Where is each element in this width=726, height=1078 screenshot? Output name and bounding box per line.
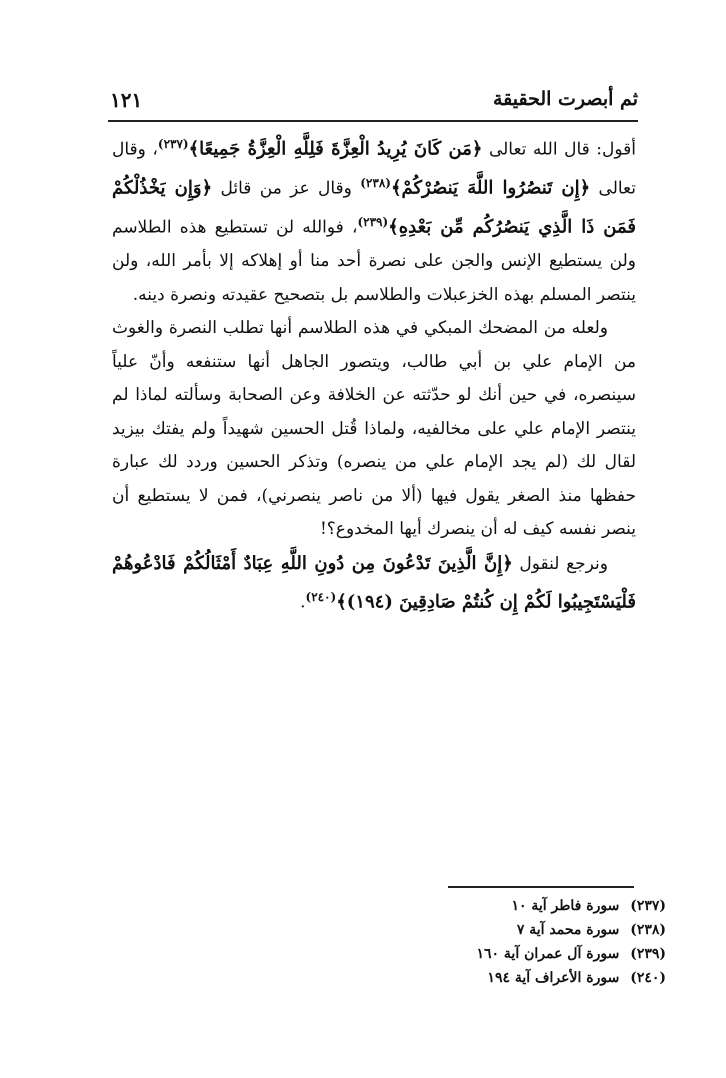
body-text	[112, 128, 636, 621]
paragraph-text: وقال عز من قائل	[212, 178, 361, 199]
footnote-text: سورة الأعراف آية ١٩٤	[487, 970, 620, 986]
quran-verse: ﴿إِن تَنصُرُوا اللَّهَ يَنصُرْكُمْ﴾	[390, 177, 591, 199]
footnote-item	[400, 894, 666, 918]
footnote-reference: (٢٣٧)	[157, 137, 189, 151]
paragraph-text: أقول: قال الله تعالى	[482, 139, 637, 160]
footnote-text: سورة محمد آية ٧	[516, 922, 620, 938]
footnote-item	[400, 942, 666, 966]
footnote-number: (٢٣٩)	[630, 946, 666, 962]
quran-verse: ﴿إِنَّ الَّذِينَ تَدْعُونَ مِن دُونِ اللَّهِ عِبَادٌ أَمْثَالُكُمْ فَادْعُوهُمْ فَلْيَسْتَجِيبُوا لَكُمْ إِن كُنتُمْ صَادِقِينَ (١٩٤)﴾	[112, 552, 636, 614]
paragraph-3	[112, 547, 636, 621]
paragraph-text: ، فوالله لن تستطيع هذه الطلاسم ولن يستطيع الإنس والجن على نصرة أحد منا أو إهلاكه إلا بأمر الله، ولن ينتصر المسلم بهذه الخزعبلات والطلاسم بل بتصحيح عقيدته ونصرة دينه.	[112, 217, 636, 305]
paragraph-2	[112, 312, 636, 547]
footnote-text: سورة آل عمران آية ١٦٠	[476, 946, 620, 962]
quran-verse: ﴿مَن كَانَ يُرِيدُ الْعِزَّةَ فَلِلَّهِ الْعِزَّةُ جَمِيعًا﴾	[188, 138, 483, 160]
footnote-divider	[448, 886, 634, 888]
footnote-number: (٢٤٠)	[630, 970, 666, 986]
footnote-item	[400, 966, 666, 990]
quran-verse: ﴿وَإِن يَخْذُلْكُمْ فَمَن ذَا الَّذِي يَنصُرُكُم مِّن بَعْدِهِ﴾	[112, 177, 636, 238]
footnote-number: (٢٣٧)	[630, 898, 666, 914]
paragraph-text: .	[300, 593, 306, 614]
running-header	[108, 86, 638, 122]
footnote-reference: (٢٤٠)	[305, 590, 337, 605]
chapter-title: ثم أبصرت الحقيقة	[492, 88, 638, 110]
paragraph-1	[112, 128, 636, 312]
paragraph-text: ولعله من المضحك المبكي في هذه الطلاسم أنها تطلب النصرة والغوث من الإمام علي بن أبي طالب، ويتصور الجاهل أنها ستنفعه وأنّ علياً سينصره، في حين أنك لو حدّثته عن الخلافة وعن الصحابة وسألته لماذا لم ينتصر الإمام علي على مخالفيه، ولماذا قُتل الحسين شهيداً ولم يفتك بيزيد لقال لك (لم يجد الإمام علي من ينصره) وتذكر الحسين وردد لك عبارة حفظها منذ الصغر يقول فيها (ألا من ناصر ينصرني)، فمن لا يستطيع أن ينصر نفسه كيف له أن ينصرك أيها المخدوع؟!	[112, 318, 636, 540]
footnote-reference: (٢٣٨)	[360, 176, 391, 191]
paragraph-text: ونرجع لنقول	[512, 553, 608, 574]
footnote-item	[400, 918, 666, 942]
page-number: ١٢١	[110, 88, 143, 112]
footnote-number: (٢٣٨)	[630, 922, 666, 938]
footnotes	[400, 894, 666, 990]
footnote-text: سورة فاطر آية ١٠	[511, 898, 620, 914]
footnote-reference: (٢٣٩)	[357, 215, 389, 230]
paragraph-text: ، وقال تعالى	[112, 139, 636, 199]
